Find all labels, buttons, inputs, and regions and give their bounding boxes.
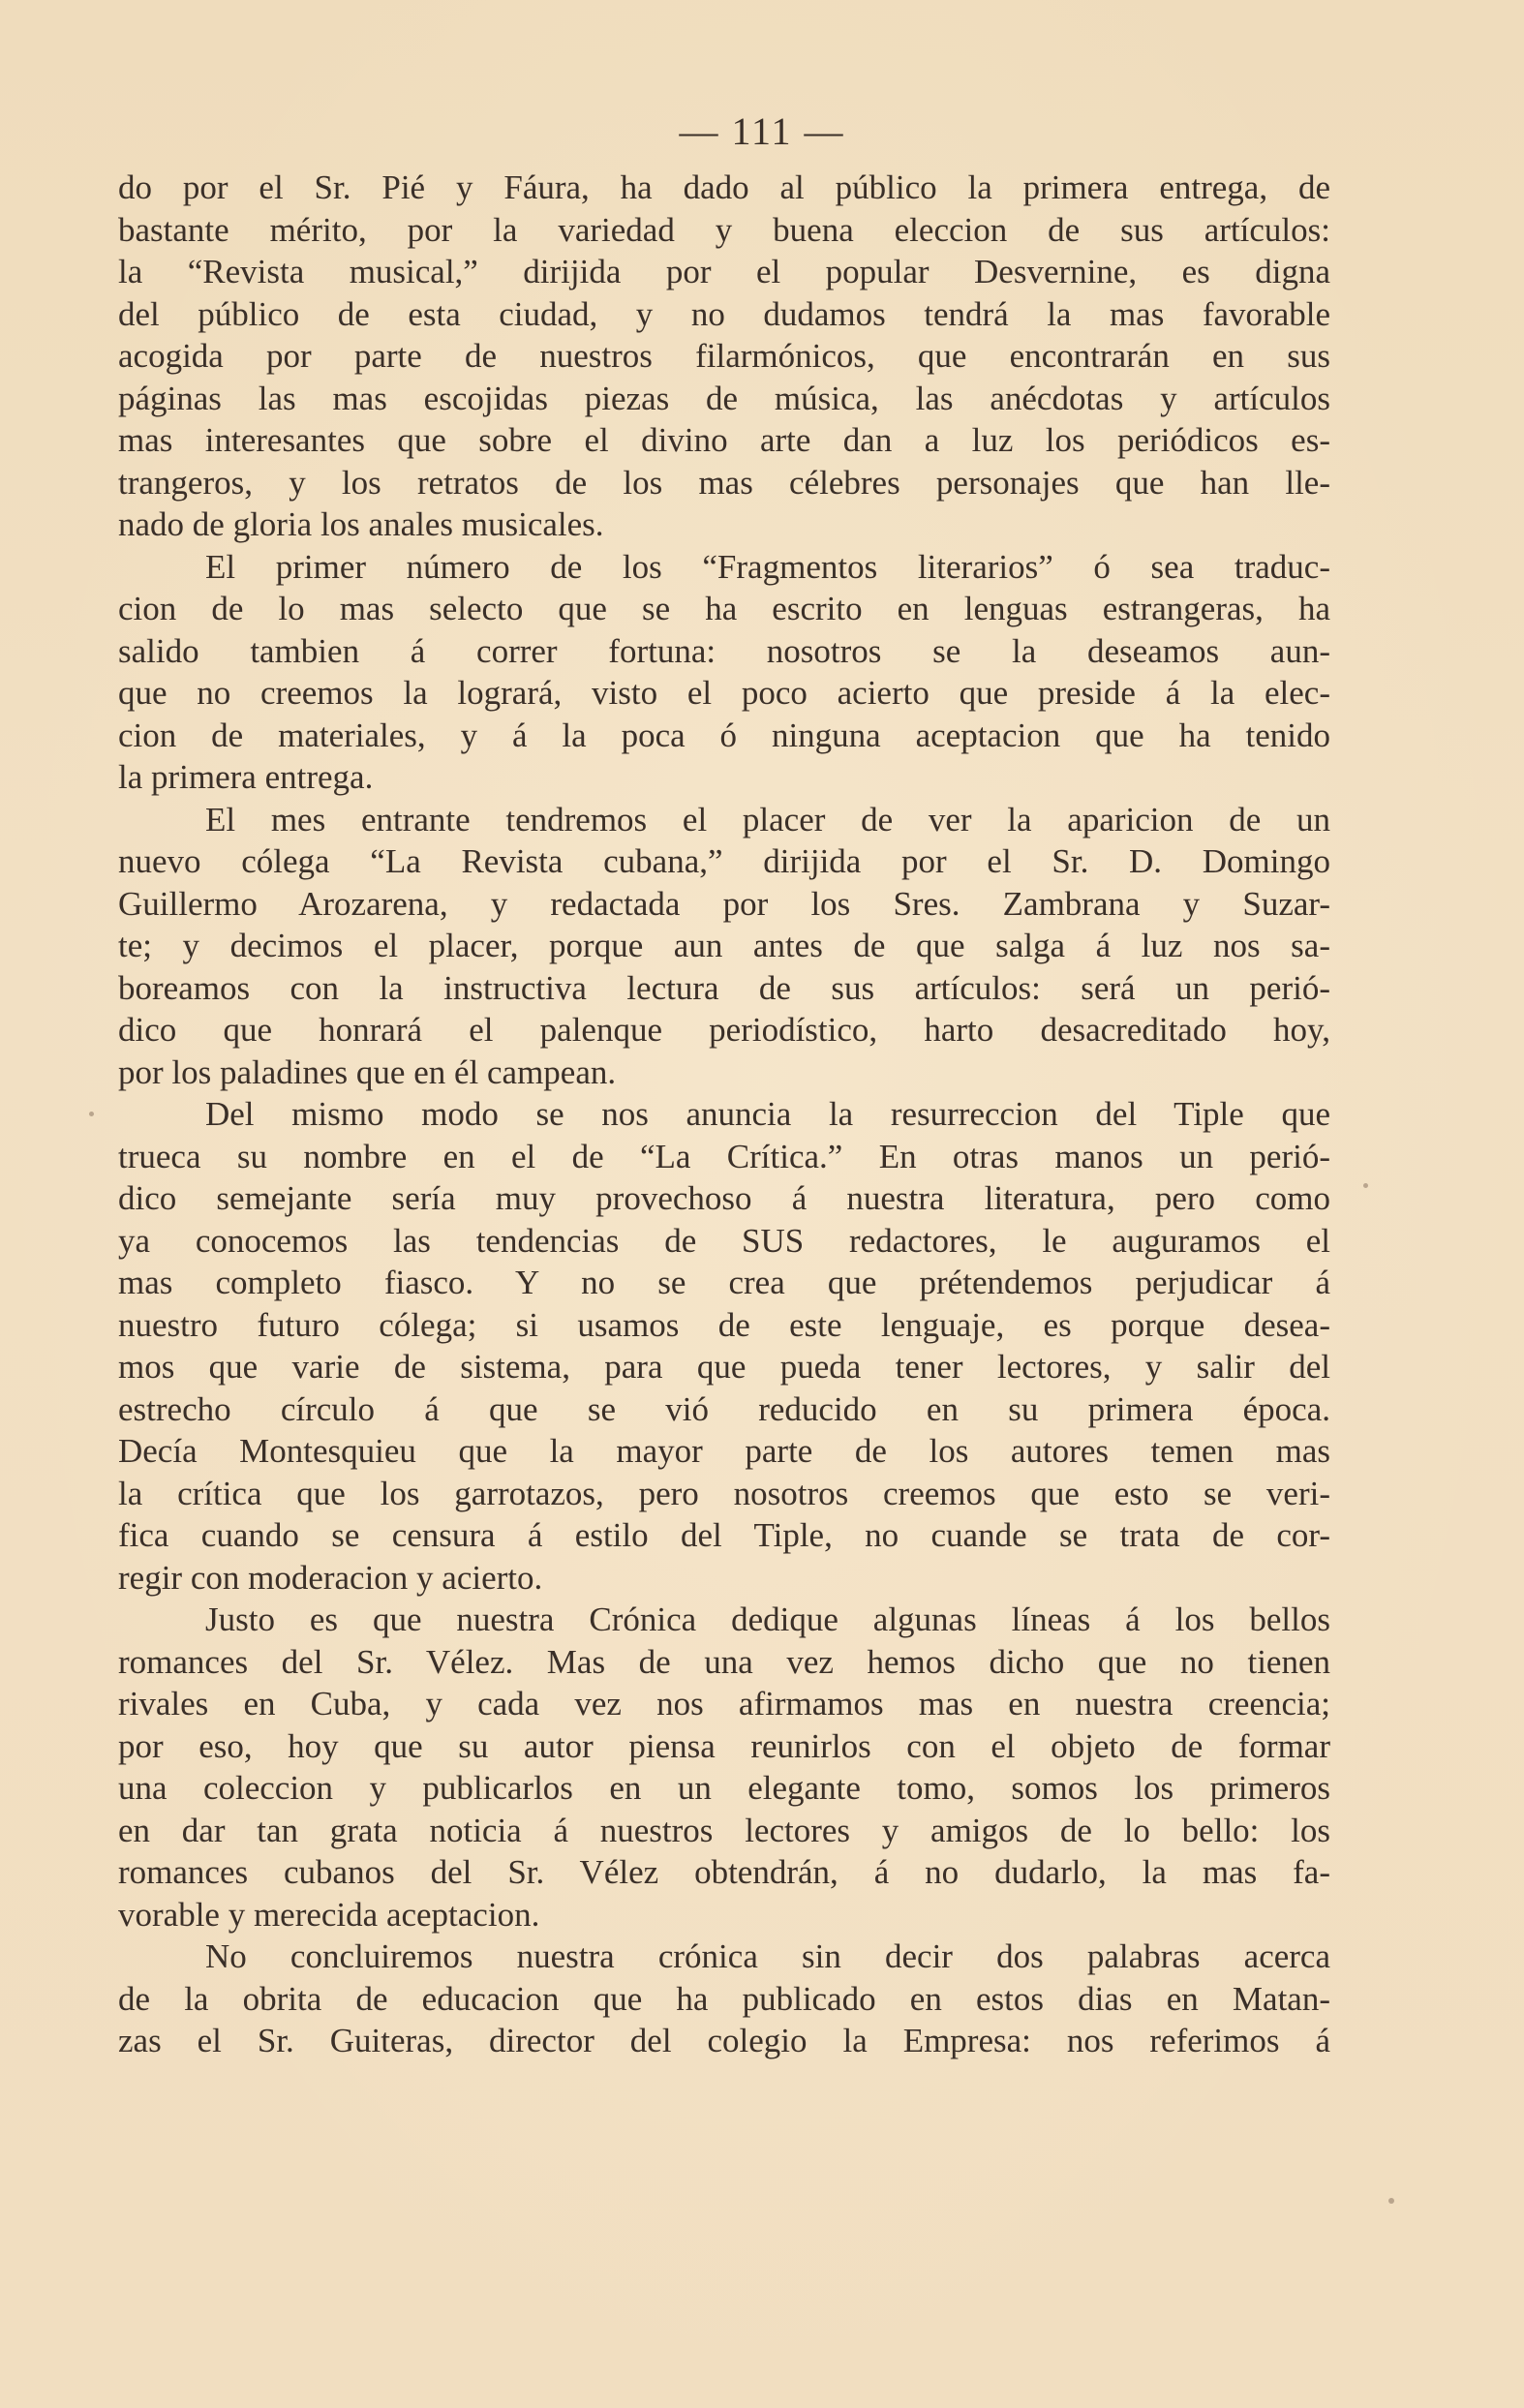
text-line: Guillermo Arozarena, y redactada por los Sres. Zambrana y Suzar- bbox=[118, 884, 1330, 923]
text-line: salido tambien á correr fortuna: nosotros se la deseamos aun- bbox=[118, 631, 1330, 670]
text-line: mas completo fiasco. Y no se crea que prétendemos perjudicar á bbox=[118, 1264, 1330, 1301]
text-line: nuevo cólega “La Revista cubana,” dirijida por el Sr. D. Domingo bbox=[118, 842, 1330, 880]
text-line: fica cuando se censura á estilo del Tiple, no cuande se trata de cor- bbox=[118, 1516, 1330, 1554]
page-number: — 111 — bbox=[679, 109, 845, 153]
text-line: vorable y merecida aceptacion. bbox=[118, 1895, 540, 1934]
text-line: en dar tan grata noticia á nuestros lectores y amigos de lo bello: los bbox=[118, 1811, 1330, 1849]
text-line: cion de materiales, y á la poca ó ninguna aceptacion que ha tenido bbox=[118, 716, 1330, 754]
text-line: una coleccion y publicarlos en un elegante tomo, somos los primeros bbox=[118, 1769, 1330, 1807]
text-line: estrecho círculo á que se vió reducido en su primera época. bbox=[118, 1389, 1330, 1428]
text-line: rivales en Cuba, y cada vez nos afirmamos mas en nuestra creencia; bbox=[118, 1685, 1330, 1722]
paragraph-first-line: Del mismo modo se nos anuncia la resurreccion del Tiple que bbox=[205, 1095, 1330, 1133]
text-line: zas el Sr. Guiteras, director del colegio la Empresa: nos referimos á bbox=[118, 2022, 1330, 2059]
paragraph-first-line: El primer número de los “Fragmentos literarios” ó sea traduc- bbox=[205, 547, 1330, 586]
text-line: por los paladines que en él campean. bbox=[118, 1052, 617, 1091]
text-line: cion de lo mas selecto que se ha escrito en lenguas estrangeras, ha bbox=[118, 590, 1330, 627]
paper-speck bbox=[1388, 2198, 1394, 2204]
text-line: romances cubanos del Sr. Vélez obtendrán, á no dudarlo, la mas fa- bbox=[118, 1853, 1330, 1891]
text-line: de la obrita de educacion que ha publicado en estos dias en Matan- bbox=[118, 1979, 1330, 2018]
text-line: que no creemos la logrará, visto el poco acierto que preside á la elec- bbox=[118, 674, 1330, 712]
text-line: trueca su nombre en el de “La Crítica.” En otras manos un perió- bbox=[118, 1137, 1330, 1175]
text-line: romances del Sr. Vélez. Mas de una vez hemos dicho que no tienen bbox=[118, 1642, 1330, 1681]
text-line: te; y decimos el placer, porque aun antes de que salga á luz nos sa- bbox=[118, 927, 1330, 964]
text-line: mos que varie de sistema, para que pueda tener lectores, y salir del bbox=[118, 1348, 1330, 1386]
text-line: por eso, hoy que su autor piensa reunirlos con el objeto de formar bbox=[118, 1726, 1330, 1765]
text-line: acogida por parte de nuestros filarmónicos, que encontrarán en sus bbox=[118, 337, 1330, 375]
paragraph-first-line: do por el Sr. Pié y Fáura, ha dado al público la primera entrega, de bbox=[118, 168, 1330, 206]
paragraph-first-line: El mes entrante tendremos el placer de ver la aparicion de un bbox=[205, 800, 1330, 838]
text-line: páginas las mas escojidas piezas de música, las anécdotas y artículos bbox=[118, 379, 1330, 417]
text-line: nuestro futuro cólega; si usamos de este lenguaje, es porque desea- bbox=[118, 1305, 1330, 1344]
body-text bbox=[118, 167, 1330, 2062]
paragraph-first-line: Justo es que nuestra Crónica dedique algunas líneas á los bellos bbox=[205, 1600, 1330, 1638]
paragraph-first-line: No concluiremos nuestra crónica sin decir dos palabras acerca bbox=[205, 1937, 1330, 1975]
paper-speck bbox=[89, 1112, 94, 1116]
text-line: nado de gloria los anales musicales. bbox=[118, 505, 604, 543]
text-line: bastante mérito, por la variedad y buena eleccion de sus artículos: bbox=[118, 210, 1330, 249]
text-line: mas interesantes que sobre el divino arte dan a luz los periódicos es- bbox=[118, 421, 1330, 459]
text-line: la primera entrega. bbox=[118, 758, 374, 796]
paper-speck bbox=[1363, 1183, 1368, 1188]
text-line: del público de esta ciudad, y no dudamos tendrá la mas favorable bbox=[118, 294, 1330, 333]
text-line: dico semejante sería muy provechoso á nuestra literatura, pero como bbox=[118, 1179, 1330, 1217]
text-line: la “Revista musical,” dirijida por el popular Desvernine, es digna bbox=[118, 253, 1330, 290]
text-line: ya conocemos las tendencias de SUS redactores, le auguramos el bbox=[118, 1221, 1330, 1260]
text-line: boreamos con la instructiva lectura de sus artículos: será un perió- bbox=[118, 968, 1330, 1007]
text-line: regir con moderacion y acierto. bbox=[118, 1558, 543, 1597]
text-line: Decía Montesquieu que la mayor parte de los autores temen mas bbox=[118, 1432, 1330, 1470]
text-line: la crítica que los garrotazos, pero nosotros creemos que esto se veri- bbox=[118, 1474, 1330, 1512]
text-line: dico que honrará el palenque periodístico, harto desacreditado hoy, bbox=[118, 1011, 1330, 1049]
text-line: trangeros, y los retratos de los mas célebres personajes que han lle- bbox=[118, 463, 1330, 502]
